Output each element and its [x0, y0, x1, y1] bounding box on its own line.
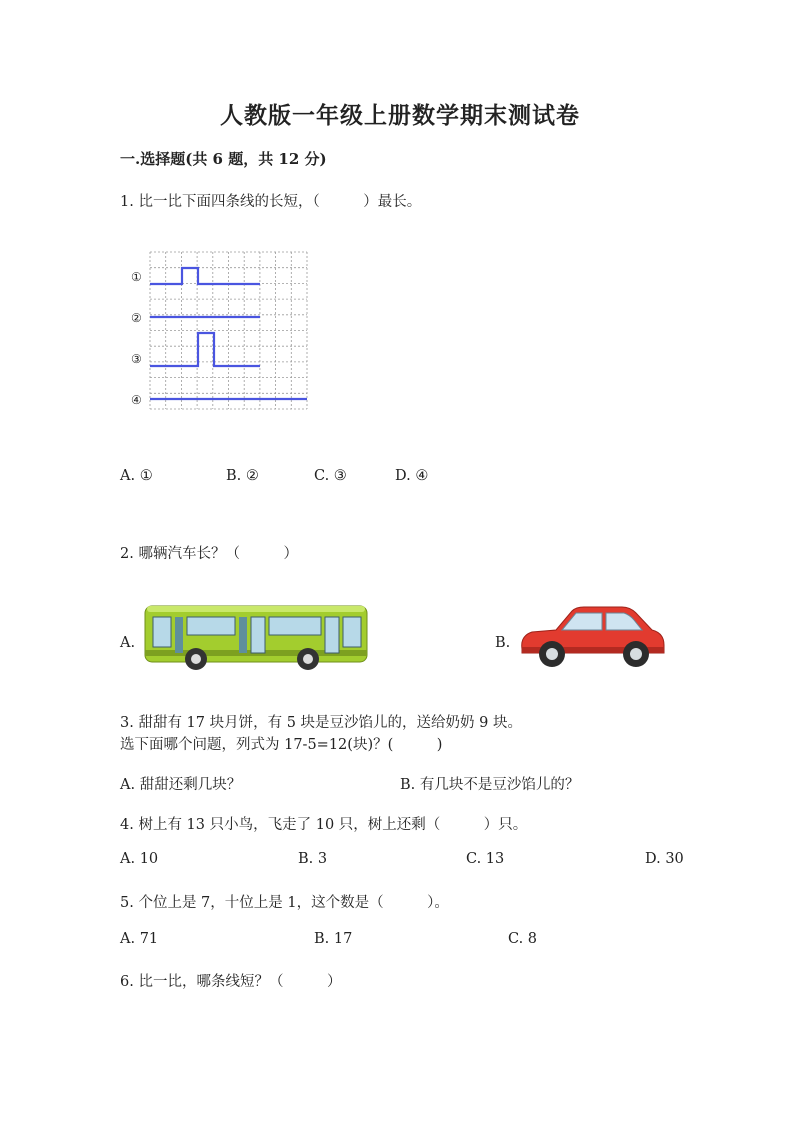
q5-option-b[interactable]: B. 17 [314, 931, 353, 947]
q4-option-d[interactable]: D. 30 [645, 851, 684, 867]
page-title: 人教版一年级上册数学期末测试卷 [220, 102, 580, 129]
question-1-text: 1. 比一比下面四条线的长短，（ ）最长。 [120, 194, 422, 210]
q1-option-b[interactable]: B. ② [226, 468, 259, 484]
q1-option-a[interactable]: A. ① [120, 468, 153, 484]
question-2-text: 2. 哪辆汽车长？（ ） [120, 546, 298, 562]
question-3-line-1: 3. 甜甜有 17 块月饼，有 5 块是豆沙馅儿的，送给奶奶 9 块。 [120, 715, 522, 731]
line-label-3: ③ [131, 352, 142, 366]
q4-option-c[interactable]: C. 13 [466, 851, 505, 867]
line-3 [150, 333, 260, 366]
q3-option-b[interactable]: B. 有几块不是豆沙馅儿的？ [400, 777, 580, 793]
line-label-1: ① [131, 270, 142, 284]
line-1 [150, 268, 260, 284]
q5-option-a[interactable]: A. 71 [120, 931, 159, 947]
car-image[interactable] [516, 603, 668, 671]
q1-grid-figure [125, 248, 315, 423]
question-3-line-2: 选下面哪个问题，列式为 17-5=12(块)？( ) [120, 737, 443, 753]
bus-image[interactable] [143, 603, 371, 673]
question-5-text: 5. 个位上是 7，十位上是 1，这个数是（ ）。 [120, 895, 449, 911]
q4-option-b[interactable]: B. 3 [298, 851, 328, 867]
q2-option-a[interactable]: A. [120, 635, 136, 651]
question-6-text: 6. 比一比，哪条线短？（ ） [120, 974, 342, 990]
line-label-2: ② [131, 311, 142, 325]
q3-option-a[interactable]: A. 甜甜还剩几块？ [120, 777, 242, 793]
dotted-grid [150, 252, 307, 409]
q1-option-d[interactable]: D. ④ [395, 468, 429, 484]
question-4-text: 4. 树上有 13 只小鸟，飞走了 10 只，树上还剩（ ）只。 [120, 817, 528, 833]
q4-option-a[interactable]: A. 10 [120, 851, 159, 867]
section-heading: 一.选择题(共 6 题，共 12 分) [120, 150, 327, 168]
q5-option-c[interactable]: C. 8 [508, 931, 538, 947]
q1-option-c[interactable]: C. ③ [314, 468, 347, 484]
line-label-4: ④ [131, 393, 142, 407]
q2-option-b[interactable]: B. [495, 635, 511, 651]
